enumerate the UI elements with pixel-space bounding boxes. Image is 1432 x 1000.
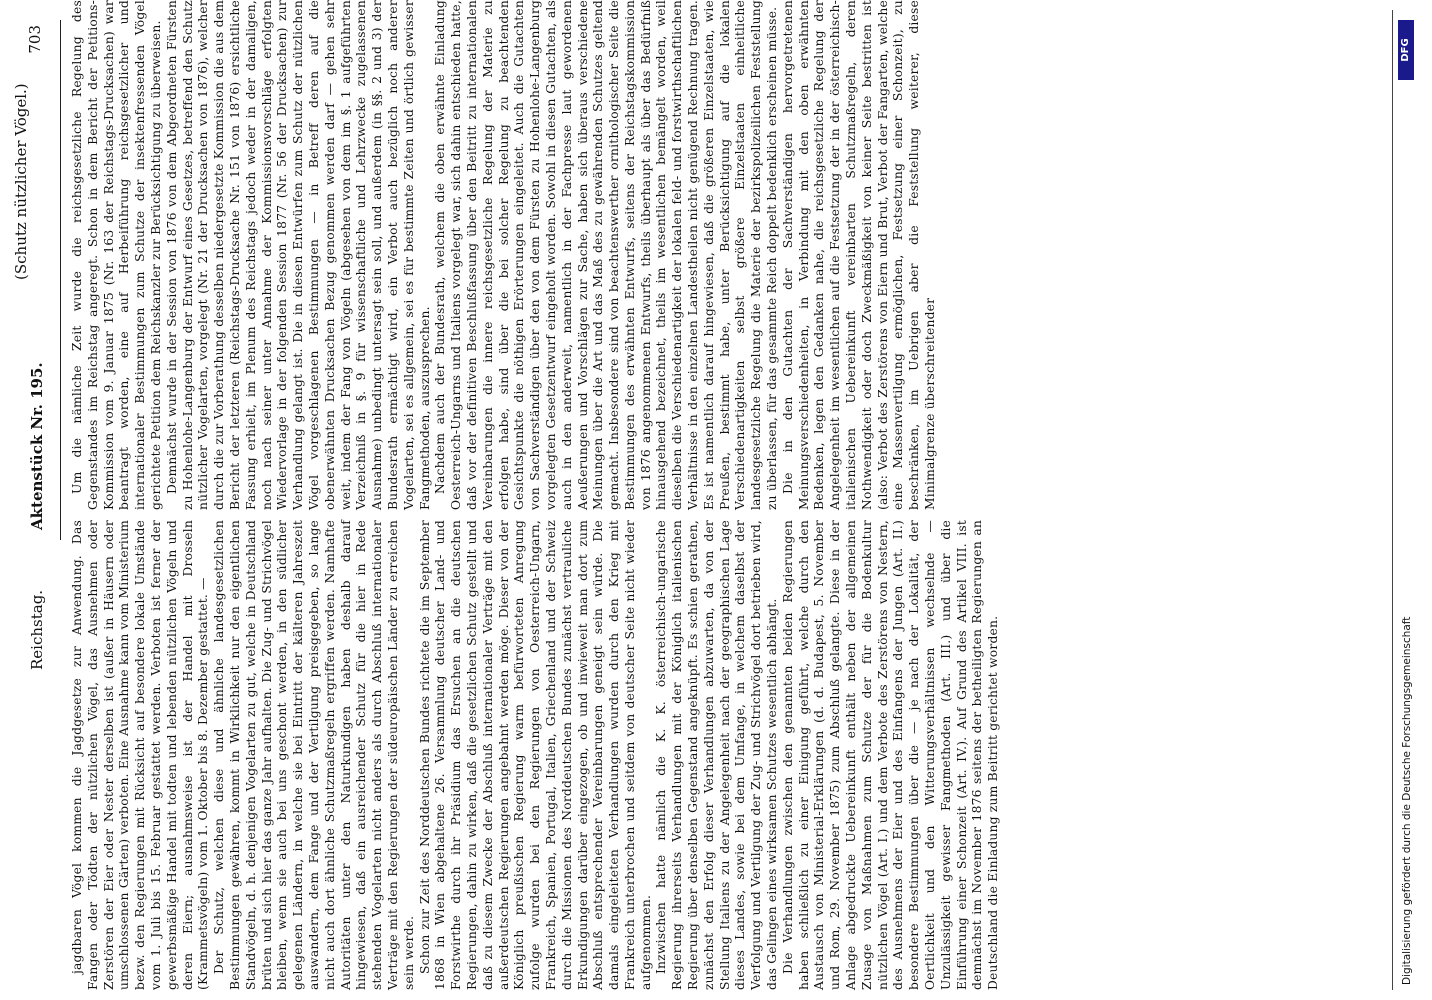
header-document-number: Aktenstück Nr. 195. [28,362,46,530]
dfg-logo: DFG [1398,20,1414,80]
header-left: Reichstag. [28,589,46,670]
paragraph: Schon zur Zeit des Norddeutschen Bundes richtete die im September 1868 in Wien abgehaltene 26. Versammlung deutscher Land- und Forstwirthe durch ihr Präsidium das Ersuchen an die deutschen Regierungen, dahin zu wirken, daß die gesetzlichen Schutz gestellt und daß zu diesem Zwecke der Abschluß internationaler Verträge mit den außerdeutschen Regierungen angebahnt werden möge. Dieser von der Königlich preußischen Regierung warm befürworteten Anregung zufolge wurden bei den Regierungen von Oesterreich-Ungarn, Frankreich, Spanien, Portugal, Italien, Griechenland und der Schweiz durch die Missionen des Norddeutschen Bundes zunächst vertrauliche Erkundigungen darüber eingezogen, ob und inwieweit man dort zum Abschluß entsprechender Vereinbarungen geneigt sein würde. Die damals eingeleiteten Verhandlungen wurden durch den Krieg mit Frankreich unterbrochen und seitdem von deutscher Seite nicht wieder aufgenommen. [417,520,653,990]
text-column-left [70,520,1001,990]
paragraph: Inzwischen hatte nämlich die K. K. österreichisch-ungarische Regierung ihrerseits Verhandlungen mit der Königlich italienischen Regierung über denselben Gegenstand angeknüpft. Es schien gerathen, zunächst den Erfolg dieser Verhandlungen abzuwarten, da von der Stellung Italiens zu der Angelegenheit nach der geographischen Lage dieses Landes, sowie bei dem Umfange, in welchem daselbst der Verfolgung und Vertilgung der Zug- und Strichvögel dort betrieben wird, das Gelingen eines wirksamen Schutzes wesentlich abhängt. [654,520,780,990]
page-number: 703 [26,25,44,54]
text-column-right [70,0,938,510]
digitization-imprint: Digitalisierung gefördert durch die Deutsche Forschungsgemeinschaft [1401,616,1413,985]
header-subject: (Schutz nützlicher Vögel.) [12,83,30,280]
imprint-rule [1392,10,1393,990]
header-rule [60,20,61,540]
paragraph: Um die nämliche Zeit wurde die reichsgesetzliche Regelung des Gegenstandes im Reichstag angeregt. Schon in dem Bericht der Petitions-Kommission vom 9. Januar 1875 (Nr. 163 der Reichstags-Drucksachen) war beantragt worden, eine auf Herbeiführung reichsgesetzlicher und internationaler Bestimmungen zum Schutze der insektenfressenden Vögel gerichtete Petition dem Reichskanzler zur Berücksichtigung zu überweisen. [70,0,163,510]
paragraph: Die Verhandlungen zwischen den genannten beiden Regierungen haben schließlich zu einer Einigung geführt, welche durch den Austausch von Ministerial-Erklärungen (d. d. Budapest, 5. November und Rom, 29. November 1875) zum Abschluß gelangte. Diese in der Anlage abgedruckte Uebereinkunft enthält neben der allgemeinen Zusage von Maßnahmen zum Schutze der für die Bodenkultur nützlichen Vögel (Art. I.) und dem Verbote des Zerstörens von Nestern, des Ausnehmens der Eier und des Einfangens der Jungen (Art. II.) besondere Bestimmungen über die — je nach der Lokalität, der Oertlichkeit und den Witterungsverhältnissen wechselnde — Unzulässigkeit gewisser Fangmethoden (Art. III.) und über die Einführung einer Schonzeit (Art. IV.). Auf Grund des Artikel VIII. ist demnächst im November 1876 seitens der betheiligten Regierungen an Deutschland die Einladung zum Beitritt gerichtet worden. [780,520,1001,990]
paragraph: Demnächst wurde in der Session von 1876 von dem Abgeordneten Fürsten zu Hohenlohe-Langenburg der Entwurf eines Gesetzes, betreffend den Schutz nützlicher Vogelarten, vorgelegt (Nr. 21 der Drucksachen von 1876), welcher durch die zur Vorberathung desselben niedergesetzte Kommission die aus dem Bericht der letzteren (Reichstags-Drucksache Nr. 151 von 1876) ersichtliche Fassung erhielt, im Plenum des Reichstags jedoch weder in der damaligen, noch nach seiner unter Annahme der Kommissionsvorschläge erfolgten Wiedervorlage in der folgenden Session 1877 (Nr. 56 der Drucksachen) zur Verhandlung gelangt ist. Die in diesen Entwürfen zum Schutz der nützlichen Vögel vorgeschlagenen Bestimmungen — in Betreff deren auf die obenerwähnten Drucksachen Bezug genommen werden darf — gehen sehr weit, indem der Fang von Vögeln (abgesehen von dem im §. 1 aufgeführten Verzeichniß in §. 9 für wissenschaftliche und Lehrzwecke zugelassenen Ausnahme) unbedingt untersagt sein soll, und außerdem (in §§. 2 und 3) der Bundesrath ermächtigt wird, ein Verbot auch bezüglich noch anderer Vogelarten, sei es allgemein, sei es für bestimmte Zeiten und örtlich gewisser Fangmethoden, auszusprechen. [164,0,432,510]
paragraph: Der Schutz, welchen diese und ähnliche landesgesetzlichen Bestimmungen gewähren, kommt in Wirklichkeit nur den eigentlichen Standvögeln, d. h. denjenigen Vogelarten zu gut, welche in Deutschland brüten und sich hier das ganze Jahr aufhalten. Die Zug- und Strichvögel bleiben, wenn sie auch bei uns geschont werden, in den südlicher gelegenen Ländern, in welche sie bei Eintritt der kälteren Jahreszeit auswandern, dem Fange und der Vertilgung preisgegeben, so lange nicht auch dort ähnliche Schutzmaßregeln ergriffen werden. Namhafte Autoritäten unter den Naturkundigen haben deshalb darauf hingewiesen, daß ein ausreichender Schutz für die hier in Rede stehenden Vogelarten nicht anders als durch Abschluß internationaler Verträge mit den Regierungen der südeuropäischen Länder zu erreichen sein werde. [212,520,416,990]
paragraph: Die in den Gutachten der Sachverständigen hervorgetretenen Meinungsverschiedenheiten, in Verbindung mit den oben erwähnten Bedenken, legen den Gedanken nahe, die reichsgesetzliche Regelung der Angelegenheit im wesentlichen auf die Festsetzung der in der österreichisch-italienischen Uebereinkunft vereinbarten Schutzmaßregeln, deren Nothwendigkeit oder doch Zweckmäßigkeit von keiner Seite bestritten ist (also: Verbot des Zerstörens von Eiern und Brut, Verbot der Fangarten, welche eine Massenvertilgung ermöglichen, Festsetzung einer Schonzeit), zu beschränken, im Uebrigen aber die Feststellung weiterer, diese Minimalgrenze überschreitender [780,0,938,510]
paragraph: jagdbaren Vögel kommen die Jagdgesetze zur Anwendung. Das Fangen oder Tödten der nützlichen Vögel, das Ausnehmen oder Zerstören der Eier oder Nester derselben ist (außer in Häusern oder umschlossenen Gärten) verboten. Eine Ausnahme kann vom Ministerium bezw. den Regierungen mit Rücksicht auf besondere lokale Umstände vom 1. Juli bis 15. Februar gestattet werden. Verboten ist ferner der gewerbsmäßige Handel mit todten und lebenden nützlichen Vögeln und deren Eiern; ausnahmsweise ist der Handel mit Drosseln (Krammetsvögeln) vom 1. Oktober bis 8. Dezember gestattet. — [70,520,211,990]
paragraph: Nachdem auch der Bundesrath, welchem die oben erwähnte Einladung Oesterreich-Ungarns und Italiens vorgelegt war, sich dahin entschieden hatte, daß vor der definitiven Beschlußfassung über den Beitritt zu internationalen Vereinbarungen die innere reichsgesetzliche Regelung der Materie zu erfolgen habe, sind über die bei solcher Regelung zu beachtenden Gesichtspunkte die nöthigen Erörterungen eingeleitet. Auch die Gutachten von Sachverständigen über den von dem Fürsten zu Hohenlohe-Langenburg vorgelegten Gesetzentwurf eingeholt worden. Sowohl in diesen Gutachten, als auch in den anderweit, namentlich in der Fachpresse laut gewordenen Aeußerungen und Vorschlägen zur Sache, haben sich überaus verschiedene Meinungen über die Art und das Maß des zu gewährenden Schutzes geltend gemacht. Insbesondere sind von beachtenswerther ornithologischer Seite die Bestimmungen des erwähnten Entwurfs, seitens der Reichstagskommission von 1876 angenommenen Entwurfs, theils überhaupt als über das Bedürfniß hinausgehend bezeichnet, theils im wesentlichen bemängelt worden, weil dieselben die Verschiedenartigkeit der lokalen feld- und forstwirthschaftlichen Verhältnisse in den einzelnen Landestheilen nicht genügend Rechnung tragen. Es ist namentlich darauf hingewiesen, daß die größeren Einzelstaaten, wie Preußen, bestimmt habe, unter Berücksichtigung auf die lokalen Verschiedenartigkeiten selbst größere Einzelstaaten einheitliche landesgesetzliche Regelung die Materie der bezirkspolizeilichen Feststellung zu überlassen, für das gesammte Reich doppelt bedenklich erscheinen müsse. [433,0,780,510]
